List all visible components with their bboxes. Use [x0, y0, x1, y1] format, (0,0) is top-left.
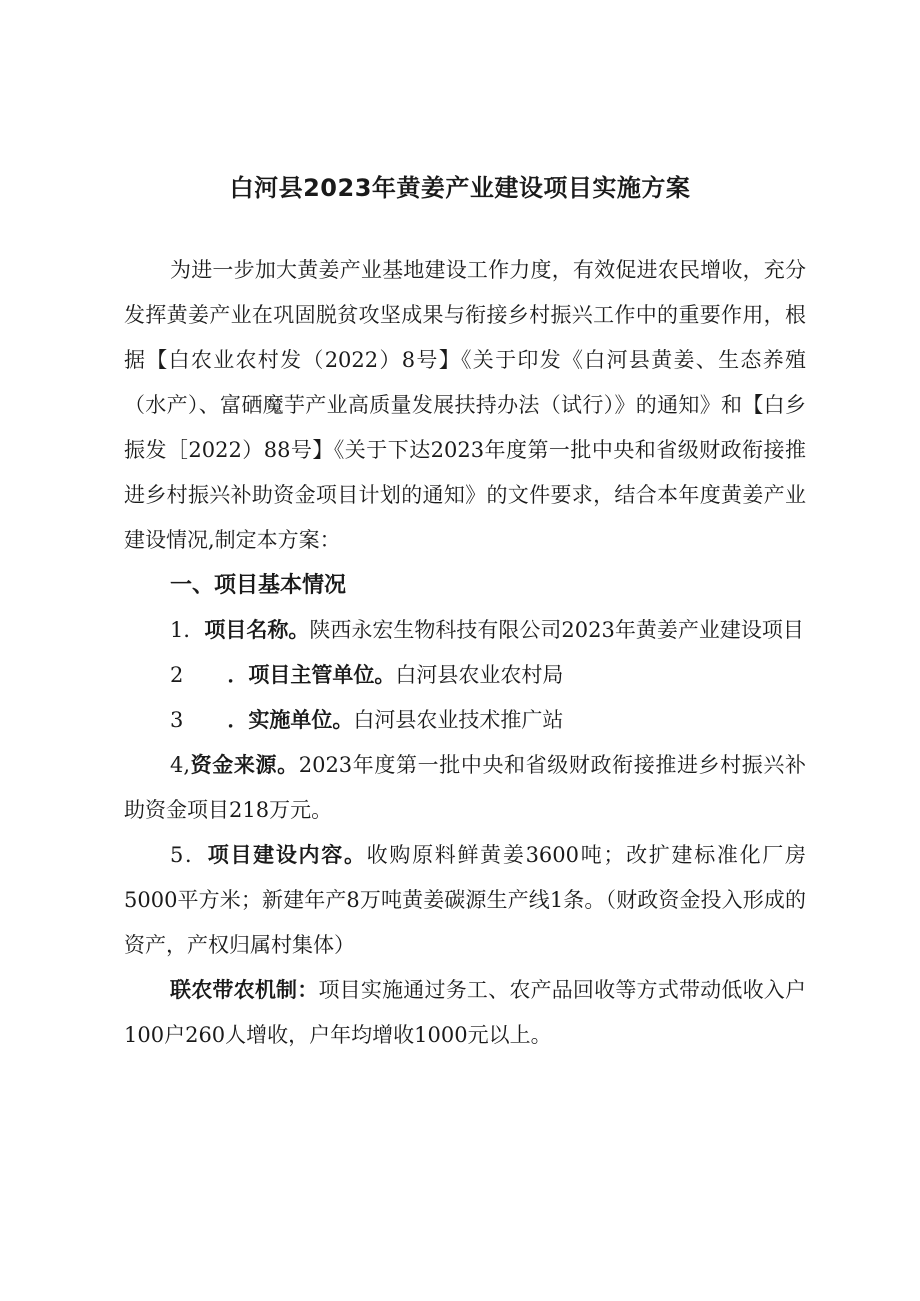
item-funding-source: [124, 743, 806, 833]
item-implementing-unit: [124, 698, 806, 743]
item-text: 2023年度第一批中央和省级财政衔接推进乡村振兴补助资金项目218万元。: [124, 753, 806, 822]
item-supervising-unit: [124, 653, 806, 698]
document-title: 白河县2023年黄姜产业建设项目实施方案: [229, 174, 691, 202]
item-number: 4,: [170, 753, 191, 777]
item-label: 项目名称。: [204, 618, 310, 642]
document-body: [124, 248, 806, 1058]
item-number: 3: [170, 708, 184, 732]
item-number: 1．: [170, 618, 205, 642]
item-label: ．项目主管单位。: [227, 663, 396, 687]
item-text: 陕西永宏生物科技有限公司2023年黄姜产业建设项目: [309, 618, 804, 642]
section-heading: 一、项目基本情况: [170, 573, 347, 598]
item-label: 项目建设内容。: [207, 843, 367, 867]
item-text: 收购原料鲜黄姜3600吨；改扩建标准化厂房5000平方米；新建年产8万吨黄姜碳源生产线1条。（财政资金投入形成的资产，产权归属村集体）: [124, 843, 806, 957]
intro-paragraph: 为进一步加大黄姜产业基地建设工作力度，有效促进农民增收，充分发挥黄姜产业在巩固脱贫攻坚成果与衔接乡村振兴工作中的重要作用，根据【白农业农村发（2022）8号】《关于印发《白河县黄姜、生态养殖（水产）、富硒魔芋产业高质量发展扶持办法（试行）》的通知》和【白乡振发［2022）88号】《关于下达2023年度第一批中央和省级财政衔接推进乡村振兴补助资金项目计划的通知》的文件要求，结合本年度黄姜产业建设情况,制定本方案：: [124, 258, 806, 552]
item-text: 白河县农业农村局: [395, 663, 564, 687]
item-text: 白河县农业技术推广站: [353, 708, 564, 732]
item-label: ．实施单位。: [227, 708, 354, 732]
item-label: 资金来源。: [190, 753, 299, 777]
farmer-linkage-mechanism: [124, 968, 806, 1058]
item-number: 2: [170, 663, 184, 687]
item-project-name: [124, 608, 806, 653]
mechanism-text: 项目实施通过务工、农产品回收等方式带动低收入户100户260人增收，户年均增收1000元以上。: [124, 978, 807, 1047]
item-construction-content: [124, 833, 806, 968]
mechanism-label: 联农带农机制：: [170, 978, 319, 1002]
item-number: 5．: [170, 843, 208, 867]
